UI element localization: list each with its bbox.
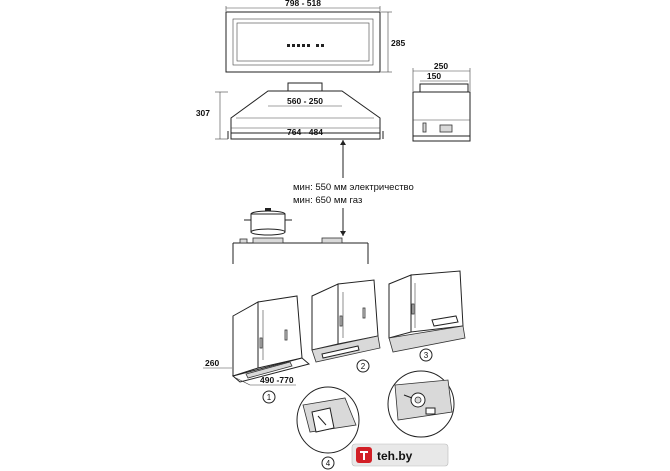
control-buttons bbox=[287, 44, 324, 47]
watermark-logo bbox=[352, 444, 448, 466]
min-gas-note: мин: 650 мм газ bbox=[293, 195, 363, 206]
step-2 bbox=[312, 280, 380, 372]
dim-front-height: 307 bbox=[195, 108, 210, 118]
watermark-text: teh.by bbox=[377, 449, 413, 463]
step-4 bbox=[297, 387, 359, 469]
step-3 bbox=[389, 271, 465, 361]
cooktop bbox=[233, 238, 368, 264]
top-view bbox=[226, 0, 405, 72]
front-view bbox=[196, 83, 383, 139]
dim-cabinet-depth: 260 bbox=[205, 358, 220, 368]
detail-zoom bbox=[388, 371, 454, 437]
step-1 bbox=[203, 296, 309, 403]
min-electric-note: мин: 550 мм электричество bbox=[293, 182, 414, 193]
dim-side-width: 250 bbox=[433, 61, 449, 71]
step-4-label: 4 bbox=[325, 459, 331, 468]
step-2-label: 2 bbox=[360, 362, 366, 371]
dim-front-inner: 560 - 250 bbox=[287, 96, 323, 106]
installation-height bbox=[233, 140, 414, 264]
dim-front-bottom: 764 - 484 bbox=[287, 127, 323, 137]
pot-icon bbox=[244, 208, 292, 235]
step-1-label: 1 bbox=[266, 393, 272, 402]
dim-top-depth: 285 bbox=[391, 38, 406, 48]
dim-cabinet-width: 490 -770 bbox=[260, 375, 294, 385]
side-view bbox=[413, 61, 470, 141]
step-3-label: 3 bbox=[423, 351, 429, 360]
dim-top-width: 798 - 518 bbox=[285, 0, 321, 8]
dim-side-inner: 150 bbox=[426, 71, 442, 81]
